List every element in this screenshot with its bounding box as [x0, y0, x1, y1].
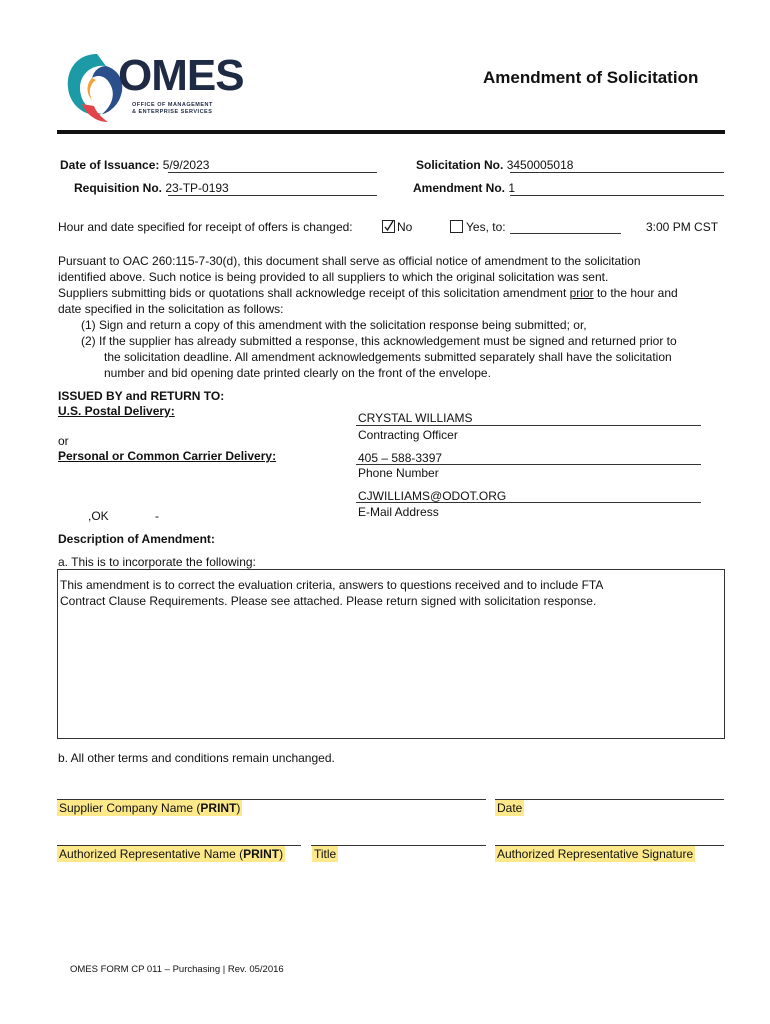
- date-line: [495, 799, 724, 800]
- auth-rep-close: ): [279, 847, 284, 861]
- yes-checkbox[interactable]: [450, 220, 463, 233]
- contact-phone-underline: [356, 464, 701, 465]
- contact-phone: 405 – 588-3397: [358, 451, 443, 465]
- date-underline: [168, 172, 377, 173]
- contact-email-label: E-Mail Address: [358, 505, 439, 519]
- description-text-line1: This amendment is to correct the evaluation criteria, answers to questions received and to include FTA: [60, 578, 604, 592]
- date-signature-label: Date: [497, 801, 523, 815]
- amendment-label: Amendment No.: [413, 181, 506, 195]
- auth-rep-name-label: [57, 846, 285, 862]
- no-label: No: [397, 220, 413, 234]
- requisition-label: Requisition No.: [74, 181, 162, 195]
- acknowledge-text-prior: prior: [569, 286, 594, 300]
- instruction-item-2-line3: number and bid opening date printed clearly on the front of the envelope.: [104, 366, 491, 380]
- or-text: or: [58, 434, 69, 448]
- supplier-name-text: Supplier Company Name (: [59, 801, 201, 815]
- rep-signature-label: Authorized Representative Signature: [497, 847, 694, 861]
- checkmark-icon: [383, 221, 394, 232]
- city-state: ,OK: [88, 509, 109, 523]
- postal-delivery-label: U.S. Postal Delivery:: [58, 404, 175, 418]
- date-of-issuance: [60, 158, 209, 172]
- logo-subtitle-1: OFFICE OF MANAGEMENT: [132, 102, 213, 108]
- description-heading: Description of Amendment:: [58, 532, 215, 546]
- issued-by-heading: ISSUED BY and RETURN TO:: [58, 389, 225, 403]
- requisition-number: [74, 181, 229, 195]
- description-textbox[interactable]: [57, 569, 725, 739]
- amendment-underline: [510, 195, 724, 196]
- header-rule: [57, 130, 725, 134]
- carrier-delivery-label: Personal or Common Carrier Delivery:: [58, 449, 277, 463]
- notice-paragraph-line2: identified above. Such notice is being provided to all suppliers to which the original solicitation was sent.: [58, 270, 609, 284]
- no-checkbox[interactable]: [382, 220, 395, 233]
- requisition-underline: [168, 195, 377, 196]
- auth-rep-text: Authorized Representative Name (: [59, 847, 244, 861]
- date-value: 5/9/2023: [162, 158, 210, 172]
- zip-dash: -: [155, 509, 159, 523]
- acknowledge-text-post: to the hour and: [593, 286, 678, 300]
- acknowledge-text-pre: Suppliers submitting bids or quotations shall acknowledge receipt of this solicitation amendment: [58, 286, 570, 300]
- contact-title: Contracting Officer: [358, 428, 458, 442]
- contact-email-underline: [356, 502, 701, 503]
- auth-rep-print: PRINT: [243, 847, 280, 861]
- instruction-item-1: (1) Sign and return a copy of this amendment with the solicitation response being submitted; or,: [81, 318, 587, 332]
- form-footer: OMES FORM CP 011 – Purchasing | Rev. 05/2016: [70, 964, 284, 975]
- offer-change-label: Hour and date specified for receipt of offers is changed:: [58, 220, 353, 234]
- supplier-name-label: [57, 800, 242, 816]
- contact-name-underline: [356, 425, 701, 426]
- notice-paragraph-line1: Pursuant to OAC 260:115-7-30(d), this document shall serve as official notice of amendment to the solicitation: [58, 254, 641, 268]
- solicitation-number: [416, 158, 573, 172]
- yes-date-underline: [510, 233, 621, 234]
- logo-wordmark: OMES: [118, 51, 244, 100]
- logo-subtitle-2: & ENTERPRISE SERVICES: [132, 109, 213, 115]
- acknowledge-paragraph-line1: [58, 285, 678, 301]
- description-b-label: b. All other terms and conditions remain unchanged.: [58, 751, 335, 765]
- date-label: Date of Issuance:: [60, 158, 160, 172]
- offer-time: 3:00 PM CST: [646, 220, 719, 234]
- instruction-item-2-line2: the solicitation deadline. All amendment acknowledgements submitted separately shall have the solicitation: [104, 350, 672, 364]
- solicitation-value: 3450005018: [506, 158, 574, 172]
- description-text-line2: Contract Clause Requirements. Please see attached. Please return signed with solicitation response.: [60, 594, 597, 608]
- requisition-value: 23-TP-0193: [165, 181, 229, 195]
- omes-logo: [62, 48, 242, 128]
- yes-label: Yes, to:: [466, 220, 506, 234]
- contact-email: CJWILLIAMS@ODOT.ORG: [358, 489, 507, 503]
- acknowledge-paragraph-line2: date specified in the solicitation as follows:: [58, 302, 284, 316]
- supplier-name-close: ): [236, 801, 241, 815]
- solicitation-underline: [510, 172, 724, 173]
- amendment-value: 1: [508, 181, 516, 195]
- solicitation-label: Solicitation No.: [416, 158, 504, 172]
- page-title: Amendment of Solicitation: [483, 68, 699, 87]
- supplier-name-print: PRINT: [200, 801, 237, 815]
- instruction-item-2-line1: (2) If the supplier has already submitted a response, this acknowledgement must be signed and returned prior to: [81, 334, 677, 348]
- contact-name: CRYSTAL WILLIAMS: [358, 411, 473, 425]
- amendment-number: [413, 181, 515, 195]
- description-a-label: a. This is to incorporate the following:: [58, 555, 256, 569]
- title-signature-label: Title: [314, 847, 337, 861]
- contact-phone-label: Phone Number: [358, 466, 439, 480]
